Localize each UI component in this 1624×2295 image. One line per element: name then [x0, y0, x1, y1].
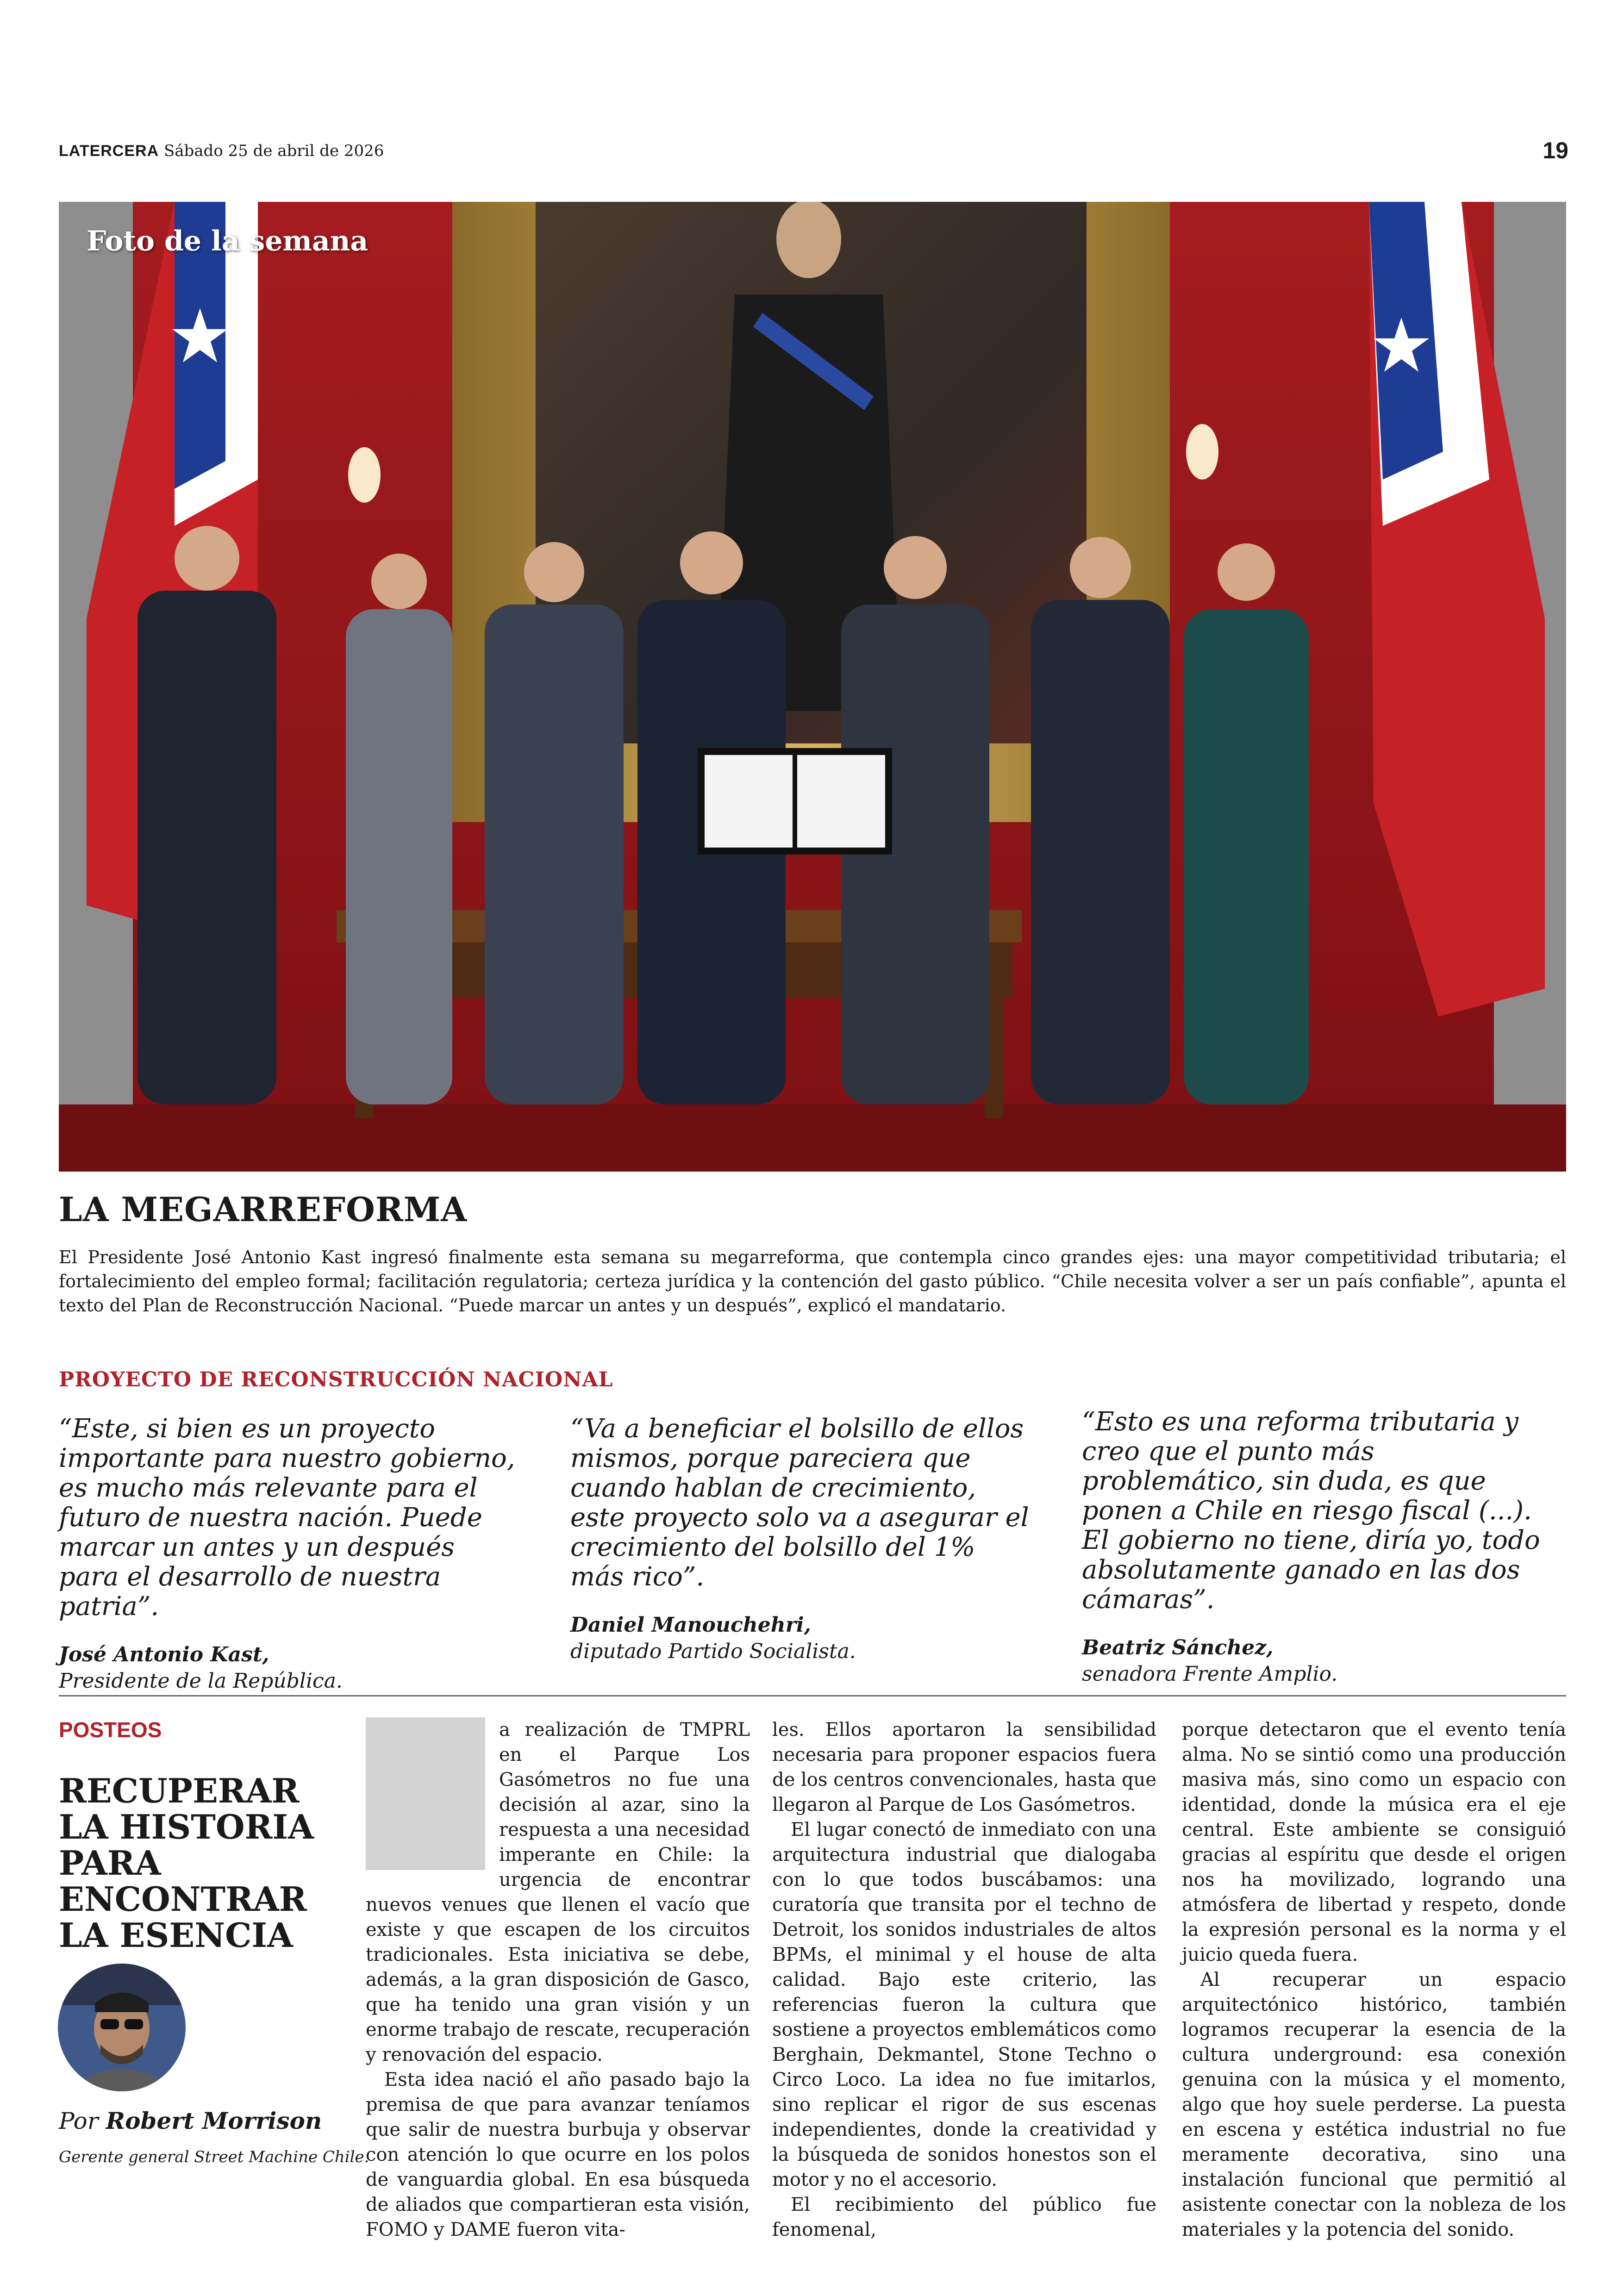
- article-column-3: [1182, 1717, 1566, 2242]
- quote-text: “Va a beneficiar el bolsillo de ellos mismos, porque pareciera que cuando hablan de crecimiento, este proyecto solo va a asegurar el crecimiento del bolsillo del 1% más rico”.: [570, 1414, 1029, 1592]
- article-paragraph-continued: les. Ellos aportaron la sensibilidad necesaria para proponer espacios fuera de los centros convencionales, hasta que llegaron al Parque de Los Gasómetros.: [772, 1719, 1156, 1815]
- section-label-posteos: POSTEOS: [59, 1718, 162, 1742]
- section-divider: [59, 1695, 1566, 1696]
- quote-sanchez: [1082, 1407, 1545, 1686]
- column-headline: RECUPERAR LA HISTORIA PARA ENCONTRAR LA ESENCIA: [59, 1771, 314, 1955]
- quote-author: Daniel Manouchehri,: [570, 1613, 811, 1637]
- quote-kast: [59, 1414, 522, 1693]
- drop-cap-block: [366, 1717, 485, 1870]
- author-avatar: [58, 1964, 186, 2091]
- byline: [59, 2107, 322, 2134]
- page-number: 19: [1543, 137, 1568, 163]
- quote-text: “Esto es una reforma tributaria y creo que el punto más problemático, sin duda, es que ponen a Chile en riesgo fiscal (...). El gobierno no tiene, diría yo, todo absolutamente ganado en las dos cámaras”.: [1082, 1407, 1540, 1615]
- article-paragraph: a realización de TMPRL en el Parque Los Gasómetros no fue una decisión al azar, sino la respuesta a una necesidad imperante en Chile: la urgencia de encontrar nuevos venues que llenen el vacío que existe y que escapen de los circuitos tradicionales. Esta iniciativa se debe, además, a la gran disposición de Gasco, que ha tenido una gran visión y un enorme trabajo de rescate, recuperación y renovación del espacio.: [366, 1719, 750, 2065]
- masthead: [59, 142, 384, 160]
- quote-author-role: diputado Partido Socialista.: [570, 1640, 856, 1663]
- quotes-section-label: PROYECTO DE RECONSTRUCCIÓN NACIONAL: [59, 1368, 613, 1391]
- author-portrait: [58, 1964, 186, 2091]
- ceremony-photo: [59, 202, 1566, 1172]
- brand-name: LATERCERA: [59, 142, 159, 160]
- quote-manouchehri: [570, 1414, 1033, 1663]
- author-role: Gerente general Street Machine Chile.: [59, 2148, 369, 2166]
- quote-author-role: senadora Frente Amplio.: [1082, 1662, 1338, 1686]
- page-title: LA MEGARREFORMA: [59, 1190, 468, 1229]
- issue-date: Sábado 25 de abril de 2026: [163, 142, 384, 160]
- byline-prefix: Por: [59, 2108, 99, 2134]
- article-column-2: [772, 1717, 1156, 2242]
- quote-text: “Este, si bien es un proyecto importante para nuestro gobierno, es mucho más relevante para el futuro de nuestra nación. Puede marcar un antes y un después para el desarrollo de nuestra patria”.: [59, 1414, 515, 1621]
- author-name: Robert Morrison: [106, 2107, 322, 2134]
- article-paragraph: Al recuperar un espacio arquitectónico histórico, también logramos recuperar la esencia de la cultura underground: esa conexión genuina con la música y el momento, algo que hoy suele perderse. La puesta en escena y estética industrial no fue meramente decorativa, sino una instalación funcional que permitió al asistente conectar con la nobleza de los materiales y la potencia del sonido.: [1182, 1969, 1566, 2240]
- article-paragraph-continued: porque detectaron que el evento tenía alma. No se sintió como una producción masiva más, sino como un espacio con identidad, donde la música era el eje central. Este ambiente se consiguió gracias al espíritu que desde el origen nos ha movilizado, logrando una atmósfera de libertad y respeto, donde la expresión personal es la norma y el juicio queda fuera.: [1182, 1719, 1566, 1965]
- photo-of-the-week: [59, 202, 1566, 1172]
- quote-author: José Antonio Kast,: [59, 1643, 269, 1666]
- article-column-1: [366, 1717, 750, 2242]
- quote-author: Beatriz Sánchez,: [1082, 1636, 1274, 1659]
- photo-tag: Foto de la semana: [87, 225, 369, 257]
- article-paragraph: Esta idea nació el año pasado bajo la premisa de que para avanzar teníamos que salir de nuestra burbuja y observar con atención lo que ocurre en los polos de vanguardia global. En esa búsqueda de aliados que compartieran esta visión, FOMO y DAME fueron vita-: [366, 2069, 750, 2240]
- article-paragraph: El recibimiento del público fue fenomenal,: [772, 2194, 1156, 2240]
- article-paragraph: El lugar conectó de inmediato con una arquitectura industrial que dialogaba con lo que todos buscábamos: una curatoría que transita por el techno de Detroit, los sonidos industriales de altos BPMs, el minimal y el house de alta calidad. Bajo este criterio, las referencias fueron la cultura que sostiene a proyectos emblemáticos como Berghain, Dekmantel, Stone Techno o Circo Loco. La idea no fue imitarlos, sino replicar el rigor de sus escenas independientes, donde la creatividad y la búsqueda de sonidos honestos son el motor y no el accesorio.: [772, 1819, 1156, 2190]
- quote-author-role: Presidente de la República.: [59, 1669, 343, 1693]
- lead-paragraph: El Presidente José Antonio Kast ingresó finalmente esta semana su megarreforma, que contempla cinco grandes ejes: una mayor competitividad tributaria; el fortalecimiento del empleo formal; facilitación regulatoria; certeza jurídica y la contención del gasto público. “Chile necesita volver a ser un país confiable”, apunta el texto del Plan de Reconstrucción Nacional. “Puede marcar un antes y un después”, explicó el mandatario.: [59, 1247, 1566, 1316]
